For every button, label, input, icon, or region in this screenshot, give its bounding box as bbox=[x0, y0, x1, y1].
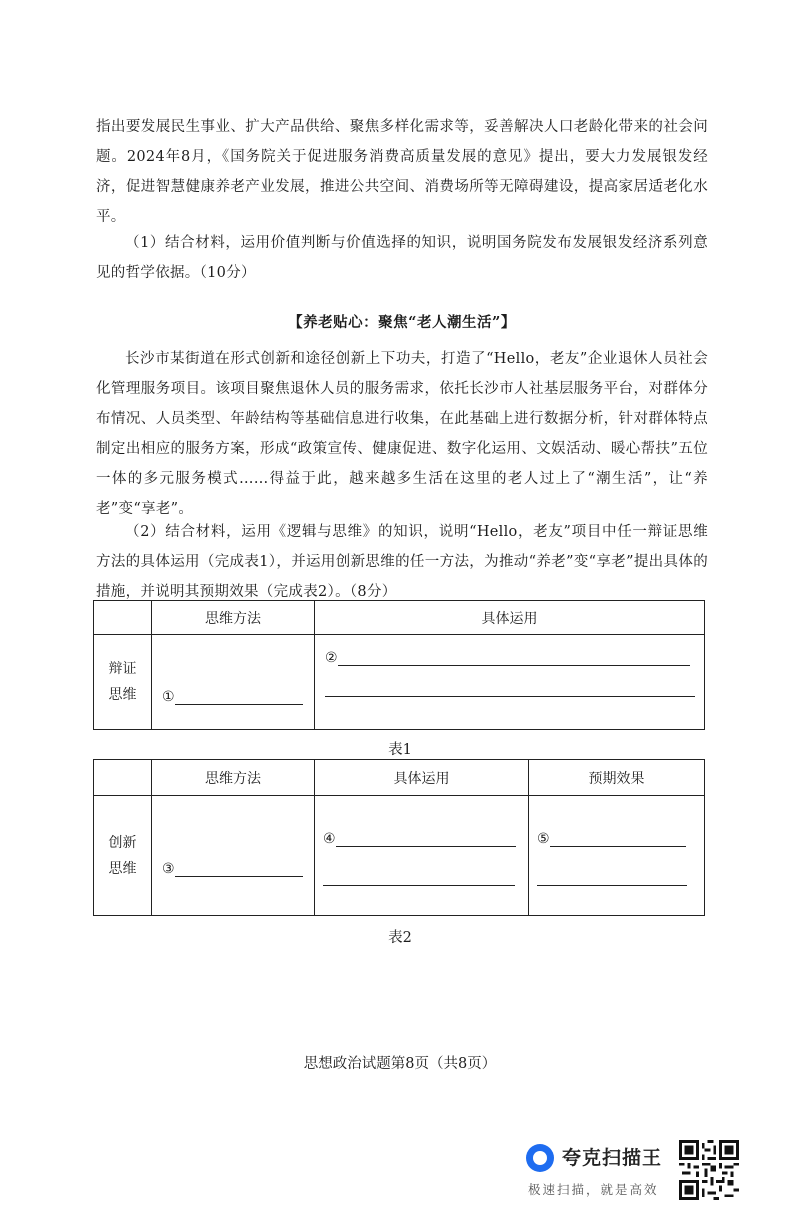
table-2-header-method: 思维方法 bbox=[152, 760, 315, 796]
table-1-header-application: 具体运用 bbox=[315, 601, 705, 635]
answer-line-2a[interactable] bbox=[338, 649, 690, 666]
table-2-effect-cell[interactable] bbox=[529, 796, 705, 916]
answer-line-5b[interactable] bbox=[537, 869, 687, 886]
table-1-header-blank bbox=[94, 601, 152, 635]
question-1: （1）结合材料，运用价值判断与价值选择的知识，说明国务院发布发展银发经济系列意见的哲学依据。（10分） bbox=[96, 235, 708, 281]
table-1-row-label: 辩证思维 bbox=[94, 635, 152, 730]
table-2-method-cell[interactable] bbox=[152, 796, 315, 916]
table-2-row-label: 创新思维 bbox=[94, 796, 152, 916]
answer-line-1[interactable] bbox=[175, 688, 303, 705]
table-1-header-method: 思维方法 bbox=[152, 601, 315, 635]
quark-logo-icon bbox=[526, 1144, 554, 1172]
table-2 bbox=[93, 759, 705, 916]
table-1-application-cell[interactable] bbox=[315, 635, 705, 730]
scanner-watermark bbox=[526, 1140, 676, 1200]
answer-line-4b[interactable] bbox=[323, 869, 515, 886]
question-2: （2）结合材料，运用《逻辑与思维》的知识，说明“Hello，老友”项目中任一辩证思维方法的具体运用（完成表1），并运用创新思维的任一方法，为推动“养老”变“享老”提出具体的措施，并说明其预期效果（完成表2）。（8分） bbox=[96, 524, 708, 600]
section-paragraph: 长沙市某街道在形式创新和途径创新上下功夫，打造了“Hello，老友”企业退休人员社会化管理服务项目。该项目聚焦退休人员的服务需求，依托长沙市人社基层服务平台，对群体分布情况、人员类型、年龄结构等基础信息进行收集，在此基础上进行数据分析，针对群体特点制定出相应的服务方案，形成“政策宣传、健康促进、数字化运用、文娱活动、暖心帮扶”五位一体的多元服务模式……得益于此，越来越多生活在这里的老人过上了“潮生活”，让“养老”变“享老”。 bbox=[96, 351, 708, 517]
table-2-header-application: 具体运用 bbox=[315, 760, 529, 796]
table-2-caption: 表2 bbox=[388, 930, 412, 946]
marker-5: ⑤ bbox=[537, 831, 550, 847]
marker-4: ④ bbox=[323, 831, 336, 847]
table-1 bbox=[93, 600, 705, 730]
page-footer: 思想政治试题第8页（共8页） bbox=[303, 1056, 497, 1072]
table-1-method-cell[interactable] bbox=[152, 635, 315, 730]
table-2-application-cell[interactable] bbox=[315, 796, 529, 916]
answer-line-4a[interactable] bbox=[336, 830, 516, 847]
qr-code-icon bbox=[679, 1140, 739, 1200]
section-heading: 【养老贴心：聚焦“老人潮生活”】 bbox=[288, 314, 516, 331]
table-2-header-blank bbox=[94, 760, 152, 796]
answer-line-2b[interactable] bbox=[325, 680, 695, 697]
answer-line-5a[interactable] bbox=[550, 830, 686, 847]
brand-name: 夸克扫描王 bbox=[562, 1147, 663, 1169]
table-2-header-effect: 预期效果 bbox=[529, 760, 705, 796]
marker-3: ③ bbox=[162, 861, 175, 877]
material-intro-paragraph: 指出要发展民生事业、扩大产品供给、聚焦多样化需求等，妥善解决人口老龄化带来的社会问题。2024年8月，《国务院关于促进服务消费高质量发展的意见》提出，要大力发展银发经济，促进智慧健康养老产业发展，推进公共空间、消费场所等无障碍建设，提高家居适老化水平。 bbox=[96, 119, 708, 225]
marker-2: ② bbox=[325, 650, 338, 666]
marker-1: ① bbox=[162, 689, 175, 705]
table-1-caption: 表1 bbox=[388, 742, 412, 758]
brand-slogan: 极速扫描，就是高效 bbox=[528, 1182, 659, 1197]
answer-line-3[interactable] bbox=[175, 860, 303, 877]
